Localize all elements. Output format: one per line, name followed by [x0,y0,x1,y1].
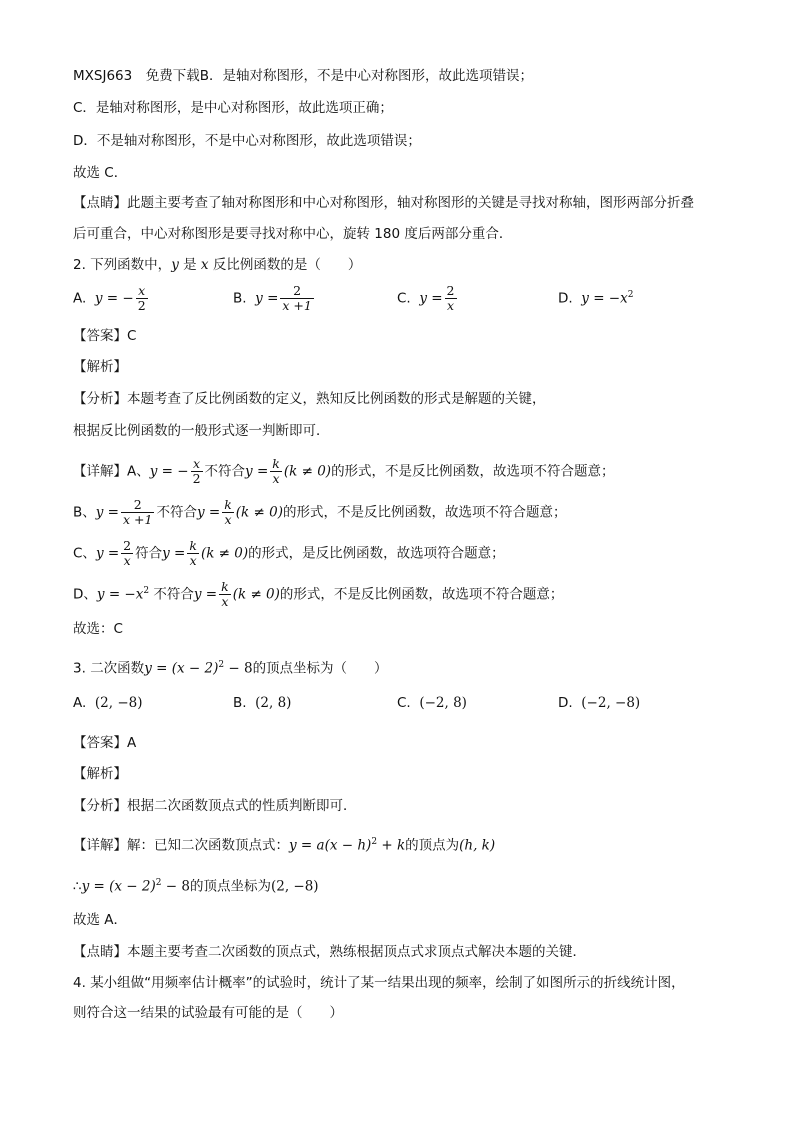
prev-d-line: D．不是轴对称图形，不是中心对称图形，故此选项错误； [73,133,421,149]
q3-option-b: B. (2, 8) [233,695,292,711]
q2-analysis-tag: 【解析】 [73,359,127,375]
prev-choose: 故选 C． [73,165,128,181]
q2-option-a: A. y = − $\frac{x}{2}$ [73,283,146,313]
q4-stem-cont: 则符合这一结果的试验最有可能的是（ ） [73,1005,343,1021]
q4-stem: 4. 某小组做“用频率估计概率”的试验时，统计了某一结果出现的频率，绘制了如图所示的折线统计图， [73,975,685,991]
q3-choose: 故选 A． [73,912,128,928]
q2-option-c: C. y = $\frac{2}{x}$ [397,283,455,313]
q2-option-d: D. $y = -x^2$ [558,290,634,307]
q2-stem: 2. 下列函数中，y 是 x 反比例函数的是（ ） [73,257,362,273]
q2-detail-d: D、$y = -x^2$ 不符合y = $\frac{k}{x}$ (k ≠ 0)的形式，不是反比例函数，故选项不符合题意； [73,579,564,609]
q2-detail-b: B、y = $\frac{2}{x +1}$ 不符合y = $\frac{k}{x}$ (k ≠ 0)的形式，不是反比例函数，故选项不符合题意； [73,497,567,527]
q2-option-b: B. y = $\frac{2}{x +1}$ [233,283,312,313]
q2-fenxi: 【分析】本题考查了反比例函数的定义，熟知反比例函数的形式是解题的关键， [73,391,546,407]
q2-answer: 【答案】C [73,328,137,344]
prev-c-line: C．是轴对称图形，是中心对称图形，故此选项正确； [73,100,393,116]
q3-analysis-tag: 【解析】 [73,766,127,782]
q3-conclusion: ∴y = $(x - 2)^2 - 8$的顶点坐标为(2, −8) [73,878,319,895]
prev-b-line: MXSJ663 免费下载B．是轴对称图形，不是中心对称图形，故此选项错误； [73,68,533,84]
q3-comment: 【点睛】本题主要考查二次函数的顶点式，熟练根据顶点式求顶点式解决本题的关键． [73,944,586,960]
q2-detail-c: C、y = $\frac{2}{x}$ 符合y = $\frac{k}{x}$ (k ≠ 0)的形式，是反比例函数，故选项符合题意； [73,538,505,568]
q3-answer: 【答案】A [73,735,137,751]
q3-fenxi: 【分析】根据二次函数顶点式的性质判断即可． [73,798,357,814]
q2-detail-a: 【详解】A、y = − $\frac{x}{2}$ 不符合y = $\frac{k}{x}$ (k ≠ 0)的形式，不是反比例函数，故选项不符合题意； [73,456,615,486]
q2-choose: 故选：C [73,621,123,637]
q3-option-a: A. (2, −8) [73,695,143,711]
q3-option-d: D. (−2, −8) [558,695,641,711]
prev-comment-cont: 后可重合，中心对称图形是要寻找对称中心，旋转 180 度后两部分重合． [73,226,513,242]
q2-fenxi-cont: 根据反比例函数的一般形式逐一判断即可． [73,423,330,439]
q3-stem: 3. 二次函数$y = (x - 2)^2 - 8$的顶点坐标为（ ） [73,660,388,677]
comment-tag: 【点睛】 [73,195,127,211]
q3-option-c: C. (−2, 8) [397,695,467,711]
watermark: MXSJ663 免费下载 [73,68,200,84]
prev-comment: 【点睛】此题主要考查了轴对称图形和中心对称图形，轴对称图形的关键是寻找对称轴，图形两部分折叠 [73,195,694,211]
q3-detail: 【详解】解：已知二次函数顶点式：$y = a(x - h)^2 + k$的顶点为(h, k) [73,837,496,854]
